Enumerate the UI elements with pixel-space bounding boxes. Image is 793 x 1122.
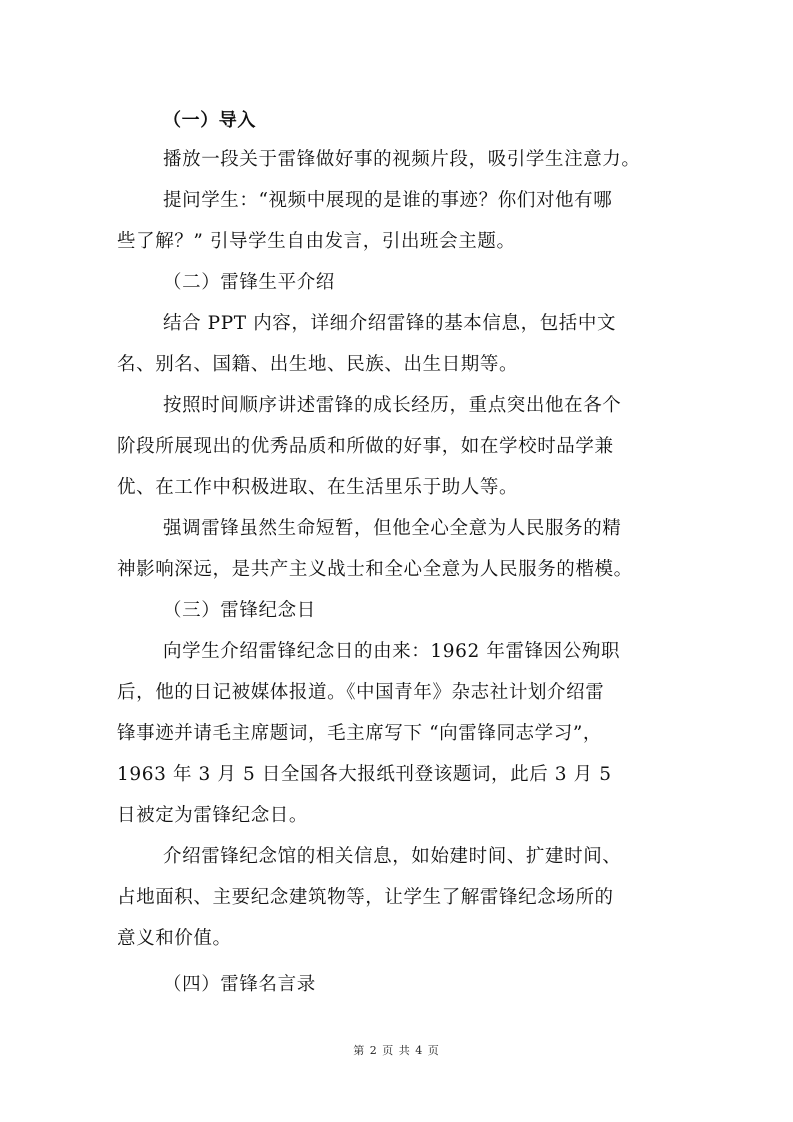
paragraph-line: 意义和价值。 xyxy=(117,928,232,949)
paragraph-line: 锋事迹并请毛主席题词，毛主席写下 “向雷锋同志学习”， xyxy=(117,723,602,744)
paragraph-line: 1963 年 3 月 5 日全国各大报纸刊登该题词，此后 3 月 5 xyxy=(117,764,612,785)
paragraph-line: 向学生介绍雷锋纪念日的由来：1962 年雷锋因公殉职 xyxy=(163,641,621,662)
paragraph-line: 占地面积、主要纪念建筑物等，让学生了解雷锋纪念场所的 xyxy=(117,887,614,908)
section-heading-biography: （二）雷锋生平介绍 xyxy=(163,272,335,293)
paragraph-line: 播放一段关于雷锋做好事的视频片段，吸引学生注意力。 xyxy=(163,149,641,170)
paragraph-line: 强调雷锋虽然生命短暂，但他全心全意为人民服务的精 xyxy=(163,518,622,539)
paragraph-line: 介绍雷锋纪念馆的相关信息，如始建时间、扩建时间、 xyxy=(163,846,622,867)
paragraph-line: 日被定为雷锋纪念日。 xyxy=(117,805,309,826)
paragraph-line: 按照时间顺序讲述雷锋的成长经历，重点突出他在各个 xyxy=(163,395,622,416)
section-heading-intro: （一）导入 xyxy=(163,110,256,131)
paragraph-line: 神影响深远，是共产主义战士和全心全意为人民服务的楷模。 xyxy=(117,559,633,580)
section-heading-memorial-day: （三）雷锋纪念日 xyxy=(163,600,316,621)
paragraph-line: 后，他的日记被媒体报道。《中国青年》杂志社计划介绍雷 xyxy=(117,682,605,703)
paragraph-line: 些了解？” 引导学生自由发言，引出班会主题。 xyxy=(117,231,516,252)
paragraph-line: 结合 PPT 内容，详细介绍雷锋的基本信息，包括中文 xyxy=(163,313,617,334)
paragraph-line: 提问学生：“视频中展现的是谁的事迹？你们对他有哪 xyxy=(163,190,613,211)
paragraph-line: 优、在工作中积极进取、在生活里乐于助人等。 xyxy=(117,477,519,498)
paragraph-line: 名、别名、国籍、出生地、民族、出生日期等。 xyxy=(117,354,519,375)
paragraph-line: 阶段所展现出的优秀品质和所做的好事，如在学校时品学兼 xyxy=(117,436,614,457)
section-heading-quotes: （四）雷锋名言录 xyxy=(163,974,316,995)
page-footer: 第 2 页 共 4 页 xyxy=(353,1044,440,1057)
